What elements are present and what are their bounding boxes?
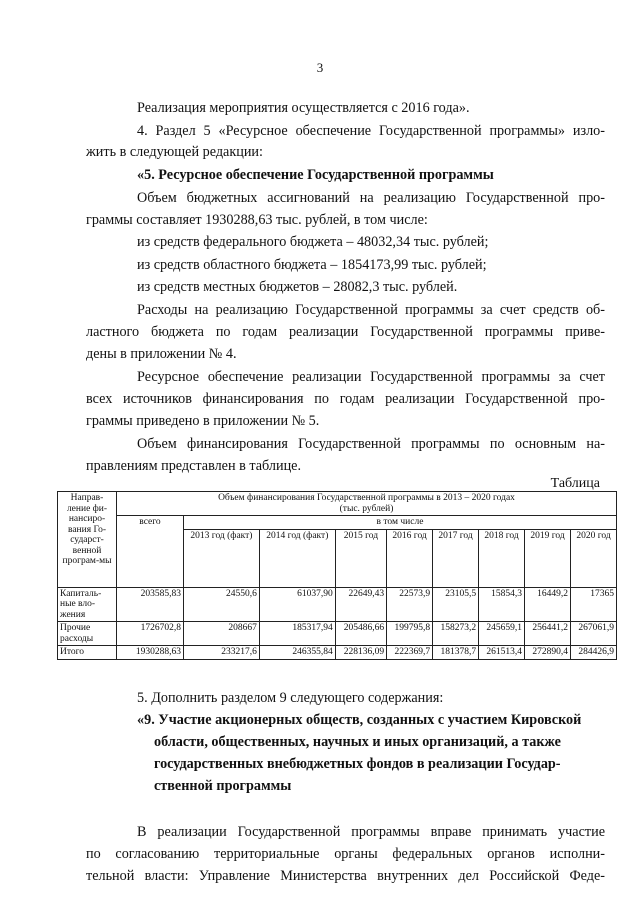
table-cell: 17365: [571, 587, 617, 622]
text-line: 4. Раздел 5 «Ресурсное обеспечение Государственной программы» изло-: [137, 123, 605, 139]
row-label: Капиталь-ные вло-жения: [58, 587, 117, 622]
section-heading: ственной программы: [154, 778, 292, 794]
table-cell: 23105,5: [433, 587, 479, 622]
text-line: из средств федерального бюджета – 48032,34 тыс. рублей;: [137, 234, 489, 250]
text-line: по согласованию территориальные органы федеральных органов исполни-: [86, 846, 605, 862]
total-header: всего: [117, 516, 184, 588]
text-line: из средств областного бюджета – 1854173,99 тыс. рублей;: [137, 257, 487, 273]
text-line: всех источников финансирования по годам реализации Государственной про-: [86, 391, 605, 407]
top-header-units: (тыс. рублей): [339, 503, 394, 514]
year-header: 2017 год: [433, 529, 479, 587]
text-line: Ресурсное обеспечение реализации Государственной программы за счет: [137, 369, 605, 385]
section-heading: области, общественных, научных и иных организаций, а также: [154, 734, 561, 750]
text-line: 5. Дополнить разделом 9 следующего содержания:: [137, 690, 444, 706]
table-cell: 16449,2: [525, 587, 571, 622]
year-header: 2013 год (факт): [184, 529, 260, 587]
table-row: [58, 622, 617, 646]
table-cell: 158273,2: [433, 622, 479, 646]
table-cell: 246355,84: [259, 646, 335, 660]
top-header-text: Объем финансирования Государственной программы в 2013 – 2020 годах: [218, 493, 515, 503]
page-number: 3: [316, 60, 324, 75]
text-line: тельной власти: Управление Министерства внутренних дел Российской Феде-: [86, 868, 605, 884]
table-cell: 256441,2: [525, 622, 571, 646]
row-total: 203585,83: [117, 587, 184, 622]
text-line: граммы приведено в приложении № 5.: [86, 413, 320, 429]
row-label: Прочие расходы: [58, 622, 117, 646]
section-heading: государственных внебюджетных фондов в реализации Государ-: [154, 756, 561, 772]
table-cell: 61037,90: [259, 587, 335, 622]
text-line: ластного бюджета по годам реализации Государственной программы приве-: [86, 324, 605, 340]
table-cell: 267061,9: [571, 622, 617, 646]
table-cell: 233217,6: [184, 646, 260, 660]
year-header: 2014 год (факт): [259, 529, 335, 587]
text-line: Реализация мероприятия осуществляется с 2016 года».: [137, 100, 470, 116]
text-line: правлениям представлен в таблице.: [86, 458, 302, 474]
table-cell: 185317,94: [259, 622, 335, 646]
corner-header: Направ-ление фи-нансиро-вания Го-сударст-венной програм-мы: [58, 492, 117, 588]
section-heading: «9. Участие акционерных обществ, созданных с участием Кировской: [137, 712, 582, 728]
row-total: 1930288,63: [117, 646, 184, 660]
table-cell: 205486,66: [335, 622, 386, 646]
table-cell: 22573,9: [387, 587, 433, 622]
row-total: 1726702,8: [117, 622, 184, 646]
text-line: из средств местных бюджетов – 28082,3 тыс. рублей.: [137, 279, 458, 295]
table-cell: 24550,6: [184, 587, 260, 622]
table-cell: 222369,7: [387, 646, 433, 660]
text-line: Объем финансирования Государственной программы по основным на-: [137, 436, 605, 452]
table-cell: 261513,4: [479, 646, 525, 660]
section-heading: «5. Ресурсное обеспечение Государственной программы: [137, 167, 494, 183]
year-header: 2020 год: [571, 529, 617, 587]
table-cell: 208667: [184, 622, 260, 646]
financing-table: [57, 491, 617, 660]
table-header-row: [58, 516, 617, 530]
text-line: В реализации Государственной программы вправе принимать участие: [137, 824, 605, 840]
table-label: Таблица: [550, 476, 600, 491]
text-line: жить в следующей редакции:: [86, 144, 263, 160]
table-cell: 284426,9: [571, 646, 617, 660]
table-cell: 272890,4: [525, 646, 571, 660]
table-cell: 228136,09: [335, 646, 386, 660]
table-row: [58, 587, 617, 622]
table-cell: 181378,7: [433, 646, 479, 660]
table-header-row: [58, 492, 617, 516]
text-line: Объем бюджетных ассигнований на реализацию Государственной про-: [137, 190, 605, 206]
table-cell: 199795,8: [387, 622, 433, 646]
year-header: 2015 год: [335, 529, 386, 587]
year-header: 2019 год: [525, 529, 571, 587]
row-label: Итого: [58, 646, 117, 660]
table-cell: 15854,3: [479, 587, 525, 622]
table-row: [58, 646, 617, 660]
text-line: Расходы на реализацию Государственной программы за счет средств об-: [137, 302, 605, 318]
incl-header: в том числе: [184, 516, 617, 530]
year-header: 2016 год: [387, 529, 433, 587]
text-line: граммы составляет 1930288,63 тыс. рублей, в том числе:: [86, 212, 428, 228]
table-cell: 22649,43: [335, 587, 386, 622]
table-cell: 245659,1: [479, 622, 525, 646]
year-header: 2018 год: [479, 529, 525, 587]
table-top-header: [117, 492, 617, 516]
text-line: дены в приложении № 4.: [86, 346, 237, 362]
